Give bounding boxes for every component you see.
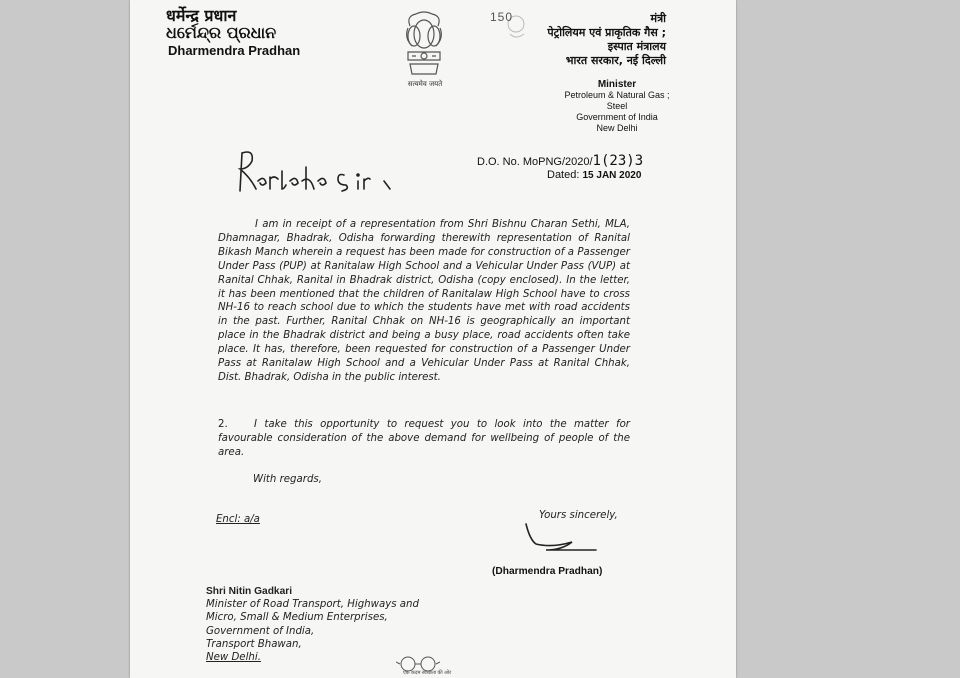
anniversary-number: 150 xyxy=(490,10,514,24)
addressee-line: Transport Bhawan, xyxy=(206,638,302,650)
sender-name-english: Dharmendra Pradhan xyxy=(168,43,301,58)
addressee-line: Micro, Small & Medium Enterprises, xyxy=(206,612,388,624)
title-hindi-line: पेट्रोलियम एवं प्राकृतिक गैस ; xyxy=(547,26,666,39)
title-english-line: Government of India xyxy=(576,112,658,122)
body-paragraph-2 xyxy=(218,418,630,460)
do-number-label: D.O. No. MoPNG/2020/ xyxy=(477,156,593,168)
addressee-line: Minister of Road Transport, Highways and xyxy=(206,599,419,611)
title-english-line: Minister xyxy=(597,79,637,90)
title-hindi-line: भारत सरकार, नई दिल्ली xyxy=(565,54,666,67)
enclosure-note: Encl: a/a xyxy=(216,514,260,525)
addressee-name: Shri Nitin Gadkari xyxy=(206,586,293,597)
signature-icon xyxy=(522,518,602,558)
title-hindi-line: इस्पात मंत्रालय xyxy=(607,40,666,53)
letter-date xyxy=(547,169,641,181)
paragraph-number: 2. xyxy=(218,419,228,430)
minister-title-english xyxy=(542,79,692,134)
title-hindi-line: मंत्री xyxy=(650,12,666,25)
sender-name-hindi: धर्मेन्द्र प्रधान xyxy=(166,6,237,25)
sender-name-odia: ଧର୍ମେନ୍ଦ୍ର ପ୍ରଧାନ xyxy=(166,23,277,42)
body-paragraph-1: I am in receipt of a representation from Shri Bishnu Charan Sethi, MLA, Dhamnagar, Bhadrak, Odisha forwarding therewith representation of Ranital Bikash Manch wherein a request has been made for construction of a Passenger Under Pass (PUP) at Ranitalaw High School and a Vehicular Under Pass (VUP) at Ranital Chhak, Ranital in Bhadrak district, Odisha (copy enclosed). In the letter, it has been mentioned that the children of Ranitalaw High School have to cross NH-16 to reach school due to which the students have met with road accidents in the past. Further, Ranital Chhak on NH-16 is geographically an important place in the Bhadrak district and being a busy place, road accidents often take place. It has, therefore, been requested for construction of a Passenger Under Pass at Ranitalaw High School and a Vehicular Under Pass at Ranital Chhak, Dist. Bhadrak, Odisha in the public interest. xyxy=(218,219,630,383)
dated-label: Dated: xyxy=(547,169,580,181)
title-english-line: New Delhi xyxy=(596,123,638,133)
handwritten-salutation-icon xyxy=(234,145,404,201)
addressee-line: Government of India, xyxy=(206,625,315,637)
title-english-line: Petroleum & Natural Gas ; xyxy=(564,90,670,100)
minister-title-hindi xyxy=(547,12,666,68)
letter-page xyxy=(130,0,736,678)
title-english-line: Steel xyxy=(606,101,628,111)
addressee-city: New Delhi. xyxy=(206,652,261,664)
do-number-handwritten: 1(23)3 xyxy=(592,153,644,169)
dated-stamp: 15 JAN 2020 xyxy=(582,170,642,181)
addressee-block xyxy=(206,585,419,664)
do-number xyxy=(477,153,643,169)
regards-line: With regards, xyxy=(253,474,322,485)
signatory-name: (Dharmendra Pradhan) xyxy=(492,566,603,577)
closing-line: Yours sincerely, xyxy=(539,510,618,521)
emblem-caption: सत्यमेव जयते xyxy=(407,80,443,88)
paragraph-2-text: I take this opportunity to request you to look into the matter for favourable consideration of the above demand for wellbeing of people of the area. xyxy=(218,419,630,458)
footer-slogan: एक कदम स्वच्छता की ओर xyxy=(403,670,452,676)
